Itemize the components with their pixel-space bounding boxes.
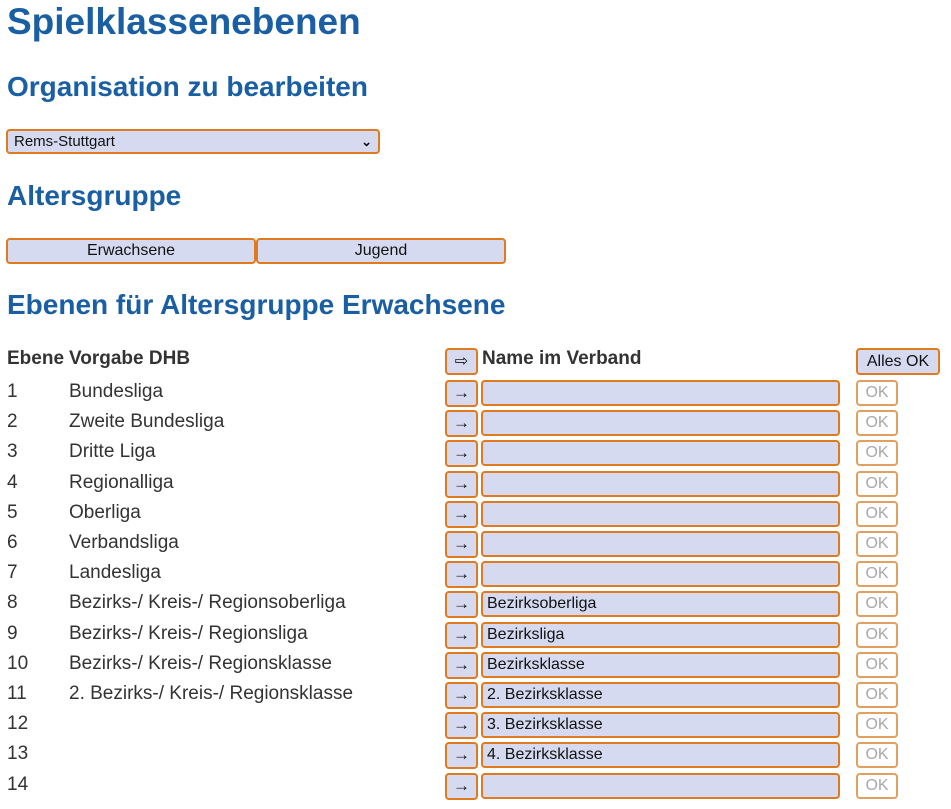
table-row xyxy=(0,590,951,620)
erwachsene-button[interactable]: Erwachsene xyxy=(6,238,256,264)
dhb-default-name: Bezirks-/ Kreis-/ Regionsklasse xyxy=(69,652,332,674)
level-number: 4 xyxy=(7,471,18,493)
ok-button[interactable]: OK xyxy=(856,712,898,738)
dhb-default-name: Bezirks-/ Kreis-/ Regionsoberliga xyxy=(69,592,346,614)
association-name-input[interactable] xyxy=(481,410,840,436)
ok-button[interactable]: OK xyxy=(856,591,898,617)
level-number: 3 xyxy=(7,441,18,463)
level-number: 9 xyxy=(7,622,18,644)
level-number: 14 xyxy=(7,773,29,795)
table-row xyxy=(0,439,951,469)
ok-button[interactable]: OK xyxy=(856,531,898,557)
levels-heading: Ebenen für Altersgruppe Erwachsene xyxy=(7,289,506,320)
table-row xyxy=(0,772,951,802)
level-number: 13 xyxy=(7,743,29,765)
organisation-select-value: Rems-Stuttgart xyxy=(14,133,115,150)
copy-default-button[interactable]: → xyxy=(445,471,478,498)
chevron-down-icon: ⌄ xyxy=(361,133,372,149)
copy-default-button[interactable]: → xyxy=(445,501,478,528)
dhb-default-name: Zweite Bundesliga xyxy=(69,411,225,433)
association-name-input[interactable] xyxy=(481,440,840,466)
ok-button[interactable]: OK xyxy=(856,773,898,799)
dhb-default-name: Landesliga xyxy=(69,562,161,584)
table-row xyxy=(0,741,951,771)
dhb-default-name: Bundesliga xyxy=(69,381,164,402)
table-row xyxy=(0,681,951,711)
table-row xyxy=(0,651,951,681)
table-row xyxy=(0,560,951,590)
copy-default-button[interactable]: → xyxy=(445,742,478,769)
ok-button[interactable]: OK xyxy=(856,561,898,587)
association-name-input[interactable]: 3. Bezirksklasse xyxy=(481,712,840,738)
organisation-select[interactable] xyxy=(6,129,380,154)
column-header-ebene: Ebene xyxy=(7,348,65,369)
table-row xyxy=(0,621,951,651)
association-name-input[interactable] xyxy=(481,773,840,799)
level-number: 1 xyxy=(7,381,18,402)
copy-default-button[interactable]: → xyxy=(445,773,478,800)
dhb-default-name: Dritte Liga xyxy=(69,441,156,463)
copy-default-button[interactable]: → xyxy=(445,682,478,709)
table-row xyxy=(0,409,951,439)
level-number: 6 xyxy=(7,532,18,553)
ok-button[interactable]: OK xyxy=(856,652,898,678)
ok-button[interactable]: OK xyxy=(856,622,898,648)
level-number: 5 xyxy=(7,501,18,523)
dhb-default-name: 2. Bezirks-/ Kreis-/ Regionsklasse xyxy=(69,683,354,704)
organisation-heading: Organisation zu bearbeiten xyxy=(7,71,368,102)
copy-default-button[interactable]: → xyxy=(445,652,478,679)
table-row xyxy=(0,470,951,500)
copy-default-button[interactable]: → xyxy=(445,561,478,588)
dhb-default-name: Oberliga xyxy=(69,501,141,523)
association-name-input[interactable] xyxy=(481,380,840,406)
jugend-button[interactable]: Jugend xyxy=(256,238,506,264)
ok-button[interactable]: OK xyxy=(856,501,898,527)
copy-all-button[interactable]: ⇨ xyxy=(445,348,478,375)
table-row xyxy=(0,530,951,560)
ok-button[interactable]: OK xyxy=(856,410,898,436)
copy-default-button[interactable]: → xyxy=(445,410,478,437)
column-header-vorgabe: Vorgabe DHB xyxy=(69,348,191,369)
copy-default-button[interactable]: → xyxy=(445,712,478,739)
ok-button[interactable]: OK xyxy=(856,471,898,497)
copy-default-button[interactable]: → xyxy=(445,380,478,407)
table-row xyxy=(0,500,951,530)
level-number: 12 xyxy=(7,713,29,735)
association-name-input[interactable]: 2. Bezirksklasse xyxy=(481,682,840,708)
ok-button[interactable]: OK xyxy=(856,682,898,708)
level-number: 10 xyxy=(7,652,29,674)
column-header-name: Name im Verband xyxy=(482,348,642,369)
copy-default-button[interactable]: → xyxy=(445,591,478,618)
level-number: 2 xyxy=(7,411,18,433)
table-row xyxy=(0,379,951,409)
copy-default-button[interactable]: → xyxy=(445,622,478,649)
association-name-input[interactable] xyxy=(481,531,840,557)
association-name-input[interactable]: Bezirksliga xyxy=(481,622,840,648)
altersgruppe-heading: Altersgruppe xyxy=(7,180,182,211)
ok-button[interactable]: OK xyxy=(856,380,898,406)
copy-default-button[interactable]: → xyxy=(445,440,478,467)
dhb-default-name: Regionalliga xyxy=(69,471,174,493)
ok-button[interactable]: OK xyxy=(856,440,898,466)
association-name-input[interactable]: Bezirksoberliga xyxy=(481,591,840,617)
copy-default-button[interactable]: → xyxy=(445,531,478,558)
association-name-input[interactable] xyxy=(481,501,840,527)
association-name-input[interactable] xyxy=(481,561,840,587)
association-name-input[interactable]: Bezirksklasse xyxy=(481,652,840,678)
ok-button[interactable]: OK xyxy=(856,742,898,768)
level-number: 11 xyxy=(7,683,27,704)
association-name-input[interactable] xyxy=(481,471,840,497)
dhb-default-name: Verbandsliga xyxy=(69,532,179,553)
level-number: 7 xyxy=(7,562,18,584)
table-row xyxy=(0,711,951,741)
all-ok-button[interactable]: Alles OK xyxy=(856,348,940,375)
page-title: Spielklassenebenen xyxy=(7,1,361,42)
level-number: 8 xyxy=(7,592,18,614)
dhb-default-name: Bezirks-/ Kreis-/ Regionsliga xyxy=(69,622,308,644)
association-name-input[interactable]: 4. Bezirksklasse xyxy=(481,742,840,768)
